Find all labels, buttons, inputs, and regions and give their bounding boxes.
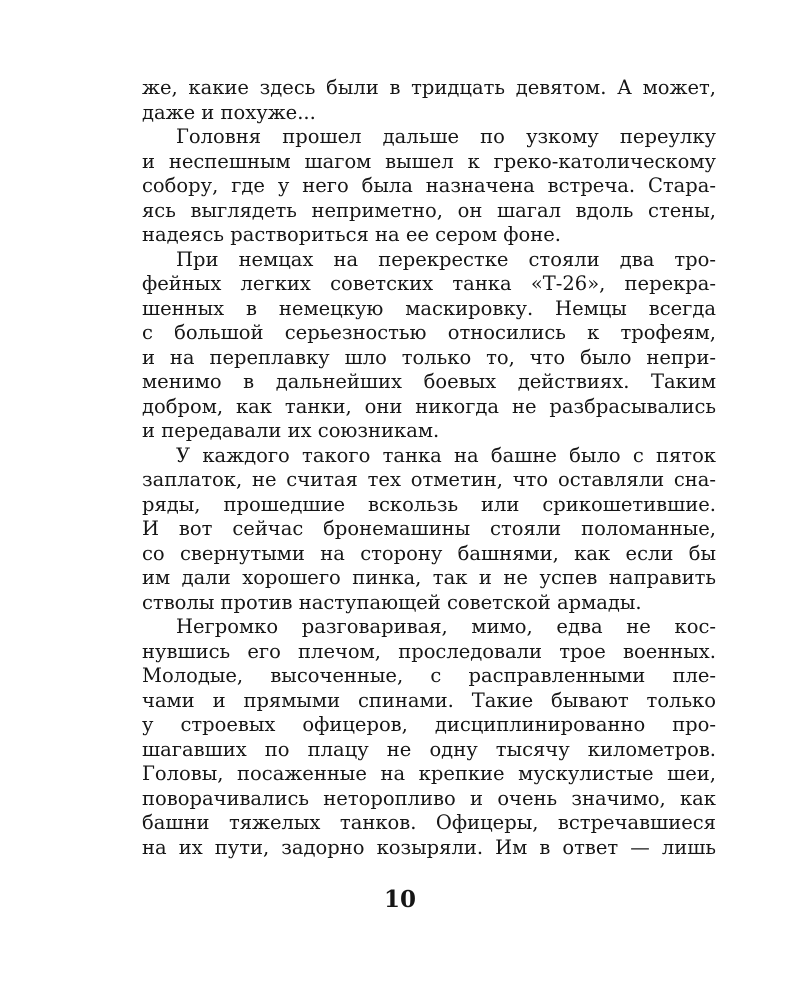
text-line: на их пути, задорно козыряли. Им в ответ — лишь	[142, 835, 716, 859]
text-line: Головня прошел дальше по узкому переулку	[176, 125, 716, 148]
text-line: И вот сейчас бронемашины стояли поломанные,	[142, 517, 716, 540]
text-line: ясь выглядеть неприметно, он шагал вдоль стены,	[142, 198, 716, 222]
text-line: со свернутыми на сторону башнями, как если бы	[142, 541, 716, 565]
text-line: у строевых офицеров, дисциплинированно про-	[142, 713, 716, 736]
text-line: и передавали их союзникам.	[142, 419, 440, 442]
text-line: У каждого такого танка на башне было с пяток	[176, 443, 716, 467]
text-line: стволы против наступающей советской армады.	[142, 590, 642, 614]
text-line: с большой серьезностью относились к трофеям,	[142, 321, 716, 344]
text-line: башни тяжелых танков. Офицеры, встречавшиеся	[142, 811, 716, 834]
page-text-block	[142, 76, 716, 860]
text-line: собору, где у него была назначена встреча. Стара-	[142, 174, 716, 197]
text-line: добром, как танки, они никогда не разбрасывались	[142, 394, 716, 418]
text-line: заплаток, не считая тех отметин, что оставляли сна-	[142, 468, 716, 491]
text-line: поворачивались неторопливо и очень значимо, как	[142, 786, 716, 810]
text-line: менимо в дальнейших боевых действиях. Таким	[142, 370, 716, 393]
text-line: При немцах на перекрестке стояли два тро-	[176, 247, 716, 271]
text-line: надеясь раствориться на ее сером фоне.	[142, 223, 561, 246]
text-line: им дали хорошего пинка, так и не успев направить	[142, 566, 716, 589]
text-line: ряды, прошедшие вскользь или срикошетившие.	[142, 492, 716, 516]
text-line: даже и похуже...	[142, 100, 316, 124]
text-line: шагавших по плацу не одну тысячу километров.	[142, 737, 716, 761]
text-line: Негромко разговаривая, мимо, едва не кос-	[176, 615, 716, 638]
text-line: шенных в немецкую маскировку. Немцы всегда	[142, 296, 716, 320]
text-line: же, какие здесь были в тридцать девятом. А может,	[142, 76, 716, 99]
text-line: нувшись его плечом, проследовали трое военных.	[142, 639, 716, 663]
text-line: Молодые, высоченные, с расправленными пле-	[142, 664, 716, 687]
text-line: чами и прямыми спинами. Такие бывают только	[142, 688, 716, 712]
page-number: 10	[383, 886, 416, 913]
text-line: и на переплавку шло только то, что было непри-	[142, 345, 716, 369]
text-line: Головы, посаженные на крепкие мускулистые шеи,	[142, 762, 716, 785]
text-line: фейных легких советских танка «Т-26», перекра-	[142, 272, 716, 295]
text-line: и неспешным шагом вышел к греко-католическому	[142, 149, 716, 173]
